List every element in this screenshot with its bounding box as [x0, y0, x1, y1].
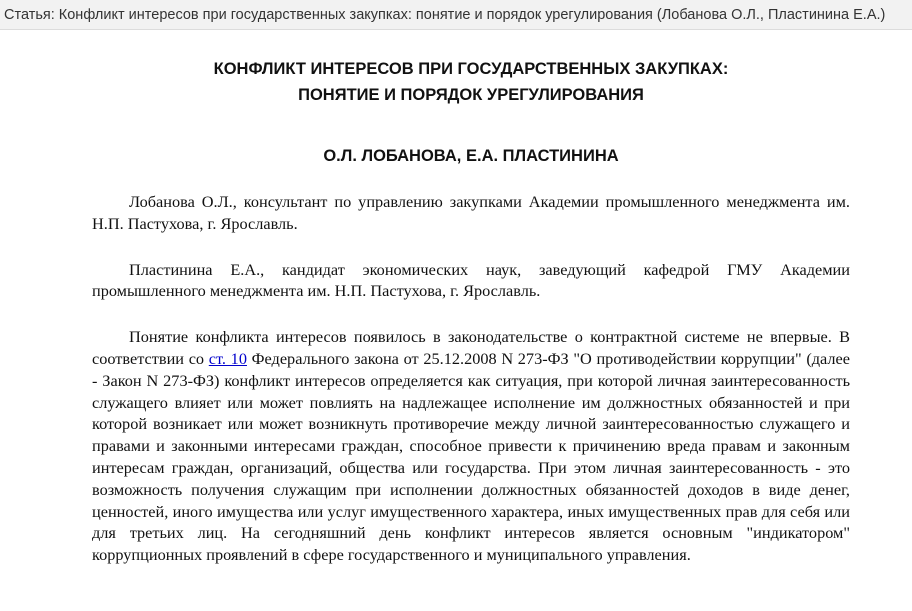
article — [92, 30, 850, 566]
article-title-line-1: КОНФЛИКТ ИНТЕРЕСОВ ПРИ ГОСУДАРСТВЕННЫХ ЗАКУПКАХ: — [213, 60, 729, 78]
author-1-info: Лобанова О.Л., консультант по управлению закупками Академии промышленного менеджмента им. Н.П. Пастухова, г. Ярославль. — [92, 192, 850, 233]
body-paragraph — [92, 326, 850, 566]
law-article-link[interactable]: ст. 10 — [208, 348, 247, 368]
article-title-line-2: ПОНЯТИЕ И ПОРЯДОК УРЕГУЛИРОВАНИЯ — [298, 86, 644, 104]
window-title: Статья: Конфликт интересов при государственных закупках: понятие и порядок урегулирования (Лобанова О.Л., Пластинина Е.А.) — [0, 0, 912, 30]
author-2-info: Пластинина Е.А., кандидат экономических наук, заведующий кафедрой ГМУ Академии промышленного менеджмента им. Н.П. Пастухова, г. Ярославль. — [92, 259, 850, 301]
body-text-after-link: Федерального закона от 25.12.2008 N 273-ФЗ "О противодействии коррупции" (далее - Закон N 273-ФЗ) конфликт интересов определяется как ситуация, при которой личная заинтересованность служащего влияет или может повлиять на надлежащее исполнение им должностных обязанностей и при которой возникает или может возникнуть противоречие между личной заинтересованностью служащего и правами и законными интересами граждан, способное привести к причинению вреда правам и законным интересам граждан, организаций, общества или государства. При этом личная заинтересованность - это возможность получения служащим при исполнении должностных обязанностей доходов в виде денег, ценностей, иного имущества или услуг имущественного характера, иных имущественных прав для себя или для третьих лиц. На сегодняшний день конфликт интересов является основным "индикатором" коррупционных проявлений в сфере государственного и муниципального управления. — [92, 348, 850, 565]
article-title — [92, 56, 850, 108]
article-authors: О.Л. ЛОБАНОВА, Е.А. ПЛАСТИНИНА — [323, 147, 619, 165]
body-text-before-link: Понятие конфликта интересов появилось в законодательстве о контрактной системе не впервые. В соответствии со — [92, 327, 850, 368]
